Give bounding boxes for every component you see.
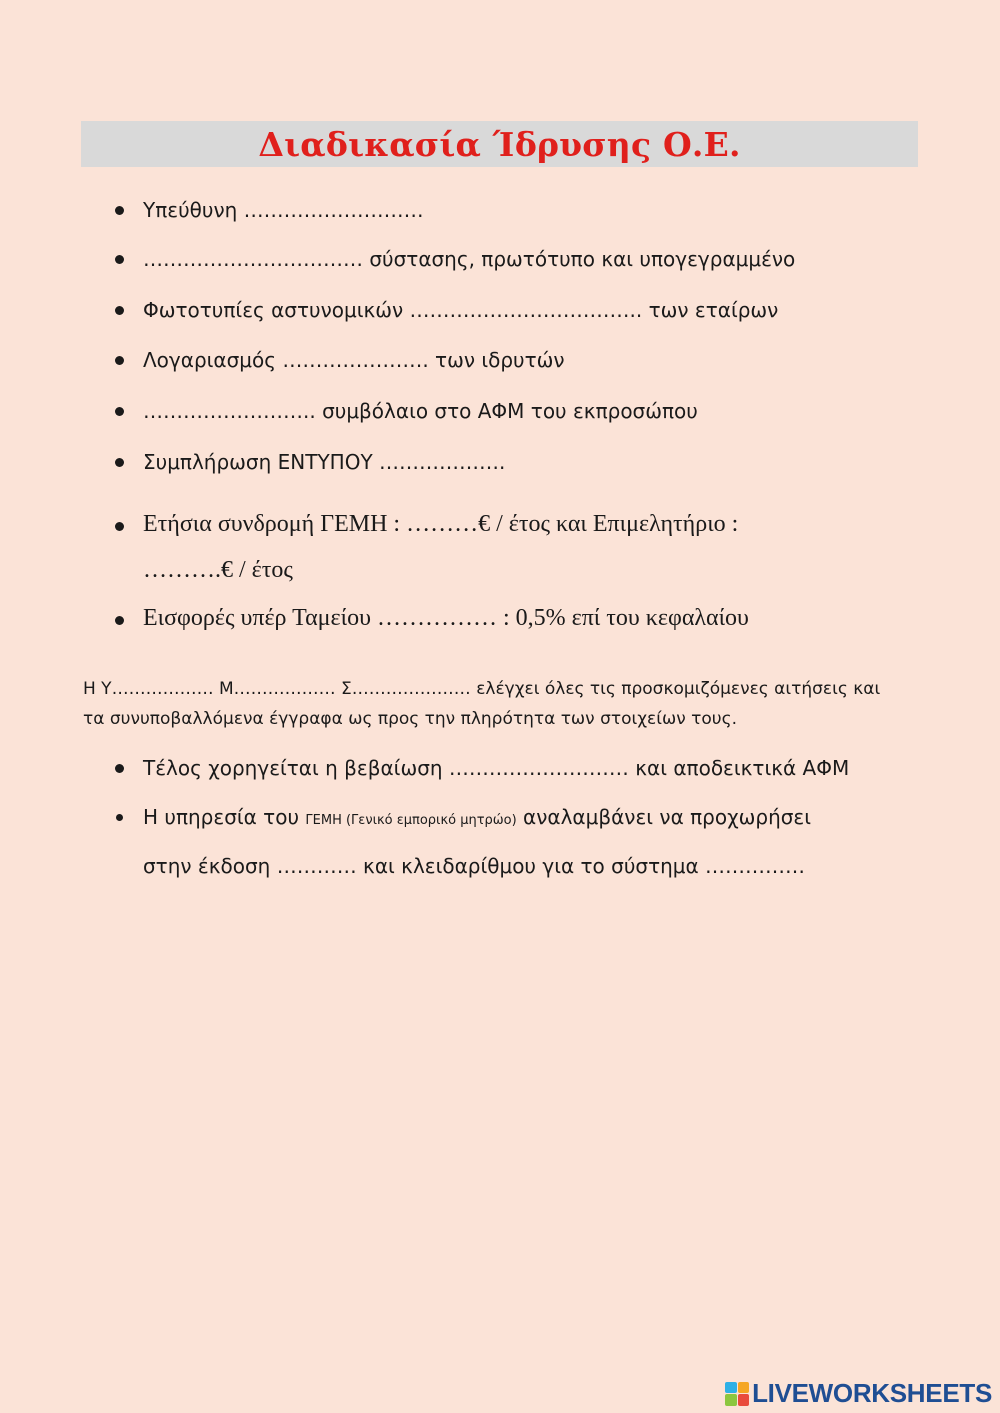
liveworksheets-brand <box>725 1378 992 1409</box>
contributions-line: Εισφορές υπέρ Ταμείου …………… : 0,5% επί του κεφαλαίου <box>143 605 749 631</box>
bullet-icon <box>115 616 124 625</box>
gemh-item-line-1 <box>143 803 811 835</box>
list-item: Υπεύθυνη ……………………… <box>143 198 424 222</box>
bullet-icon <box>115 458 124 467</box>
bullet-icon <box>115 764 124 773</box>
annual-fee-line-2: ……….€ / έτος <box>143 557 293 583</box>
brand-text: LIVEWORKSHEETS <box>752 1378 992 1408</box>
certificate-item: Τέλος χορηγείται η βεβαίωση ……………………… και αποδεικτικά ΑΦΜ <box>143 756 850 780</box>
list-item: Φωτοτυπίες αστυνομικών …………………………….. των εταίρων <box>143 298 779 322</box>
bullet-icon <box>115 306 124 315</box>
gemh-prefix: Η υπηρεσία του <box>143 805 306 829</box>
list-item: …………………….. συμβόλαιο στο ΑΦΜ του εκπροσώπου <box>143 399 698 423</box>
gemh-item-line-2: στην έκδοση ………… και κλειδαρίθμου για το σύστημα …………… <box>143 854 806 878</box>
title-bar <box>81 121 918 167</box>
bullet-icon <box>115 255 124 264</box>
list-item: …………………………… σύστασης, πρωτότυπο και υπογεγραμμένο <box>143 247 796 271</box>
gemh-small-text: ΓΕΜΗ (Γενικό εμπορικό μητρώο) <box>305 813 517 828</box>
liveworksheets-logo-icon <box>725 1382 749 1406</box>
bullet-icon <box>115 407 124 416</box>
list-item: Λογαριασμός …………………. των ιδρυτών <box>143 348 565 372</box>
bullet-icon <box>115 206 124 215</box>
bullet-icon <box>115 522 124 531</box>
paragraph-line-1: Η Υ……………… Μ……………… Σ………………… ελέγχει όλες τις προσκομιζόμενες αιτήσεις και <box>83 679 881 699</box>
annual-fee-line-1: Ετήσια συνδρομή ΓΕΜΗ : ………€ / έτος και Επιμελητήριο : <box>143 511 739 537</box>
bullet-icon <box>116 814 123 821</box>
bullet-icon <box>115 356 124 365</box>
list-item: Συμπλήρωση ΕΝΤΥΠΟΥ ………………. <box>143 450 506 474</box>
paragraph-line-2: τα συνυποβαλλόμενα έγγραφα ως προς την πληρότητα των στοιχείων τους. <box>83 709 737 729</box>
page-title: Διαδικασία Ίδρυσης Ο.Ε. <box>258 124 741 164</box>
gemh-suffix: αναλαμβάνει να προχωρήσει <box>516 805 812 829</box>
